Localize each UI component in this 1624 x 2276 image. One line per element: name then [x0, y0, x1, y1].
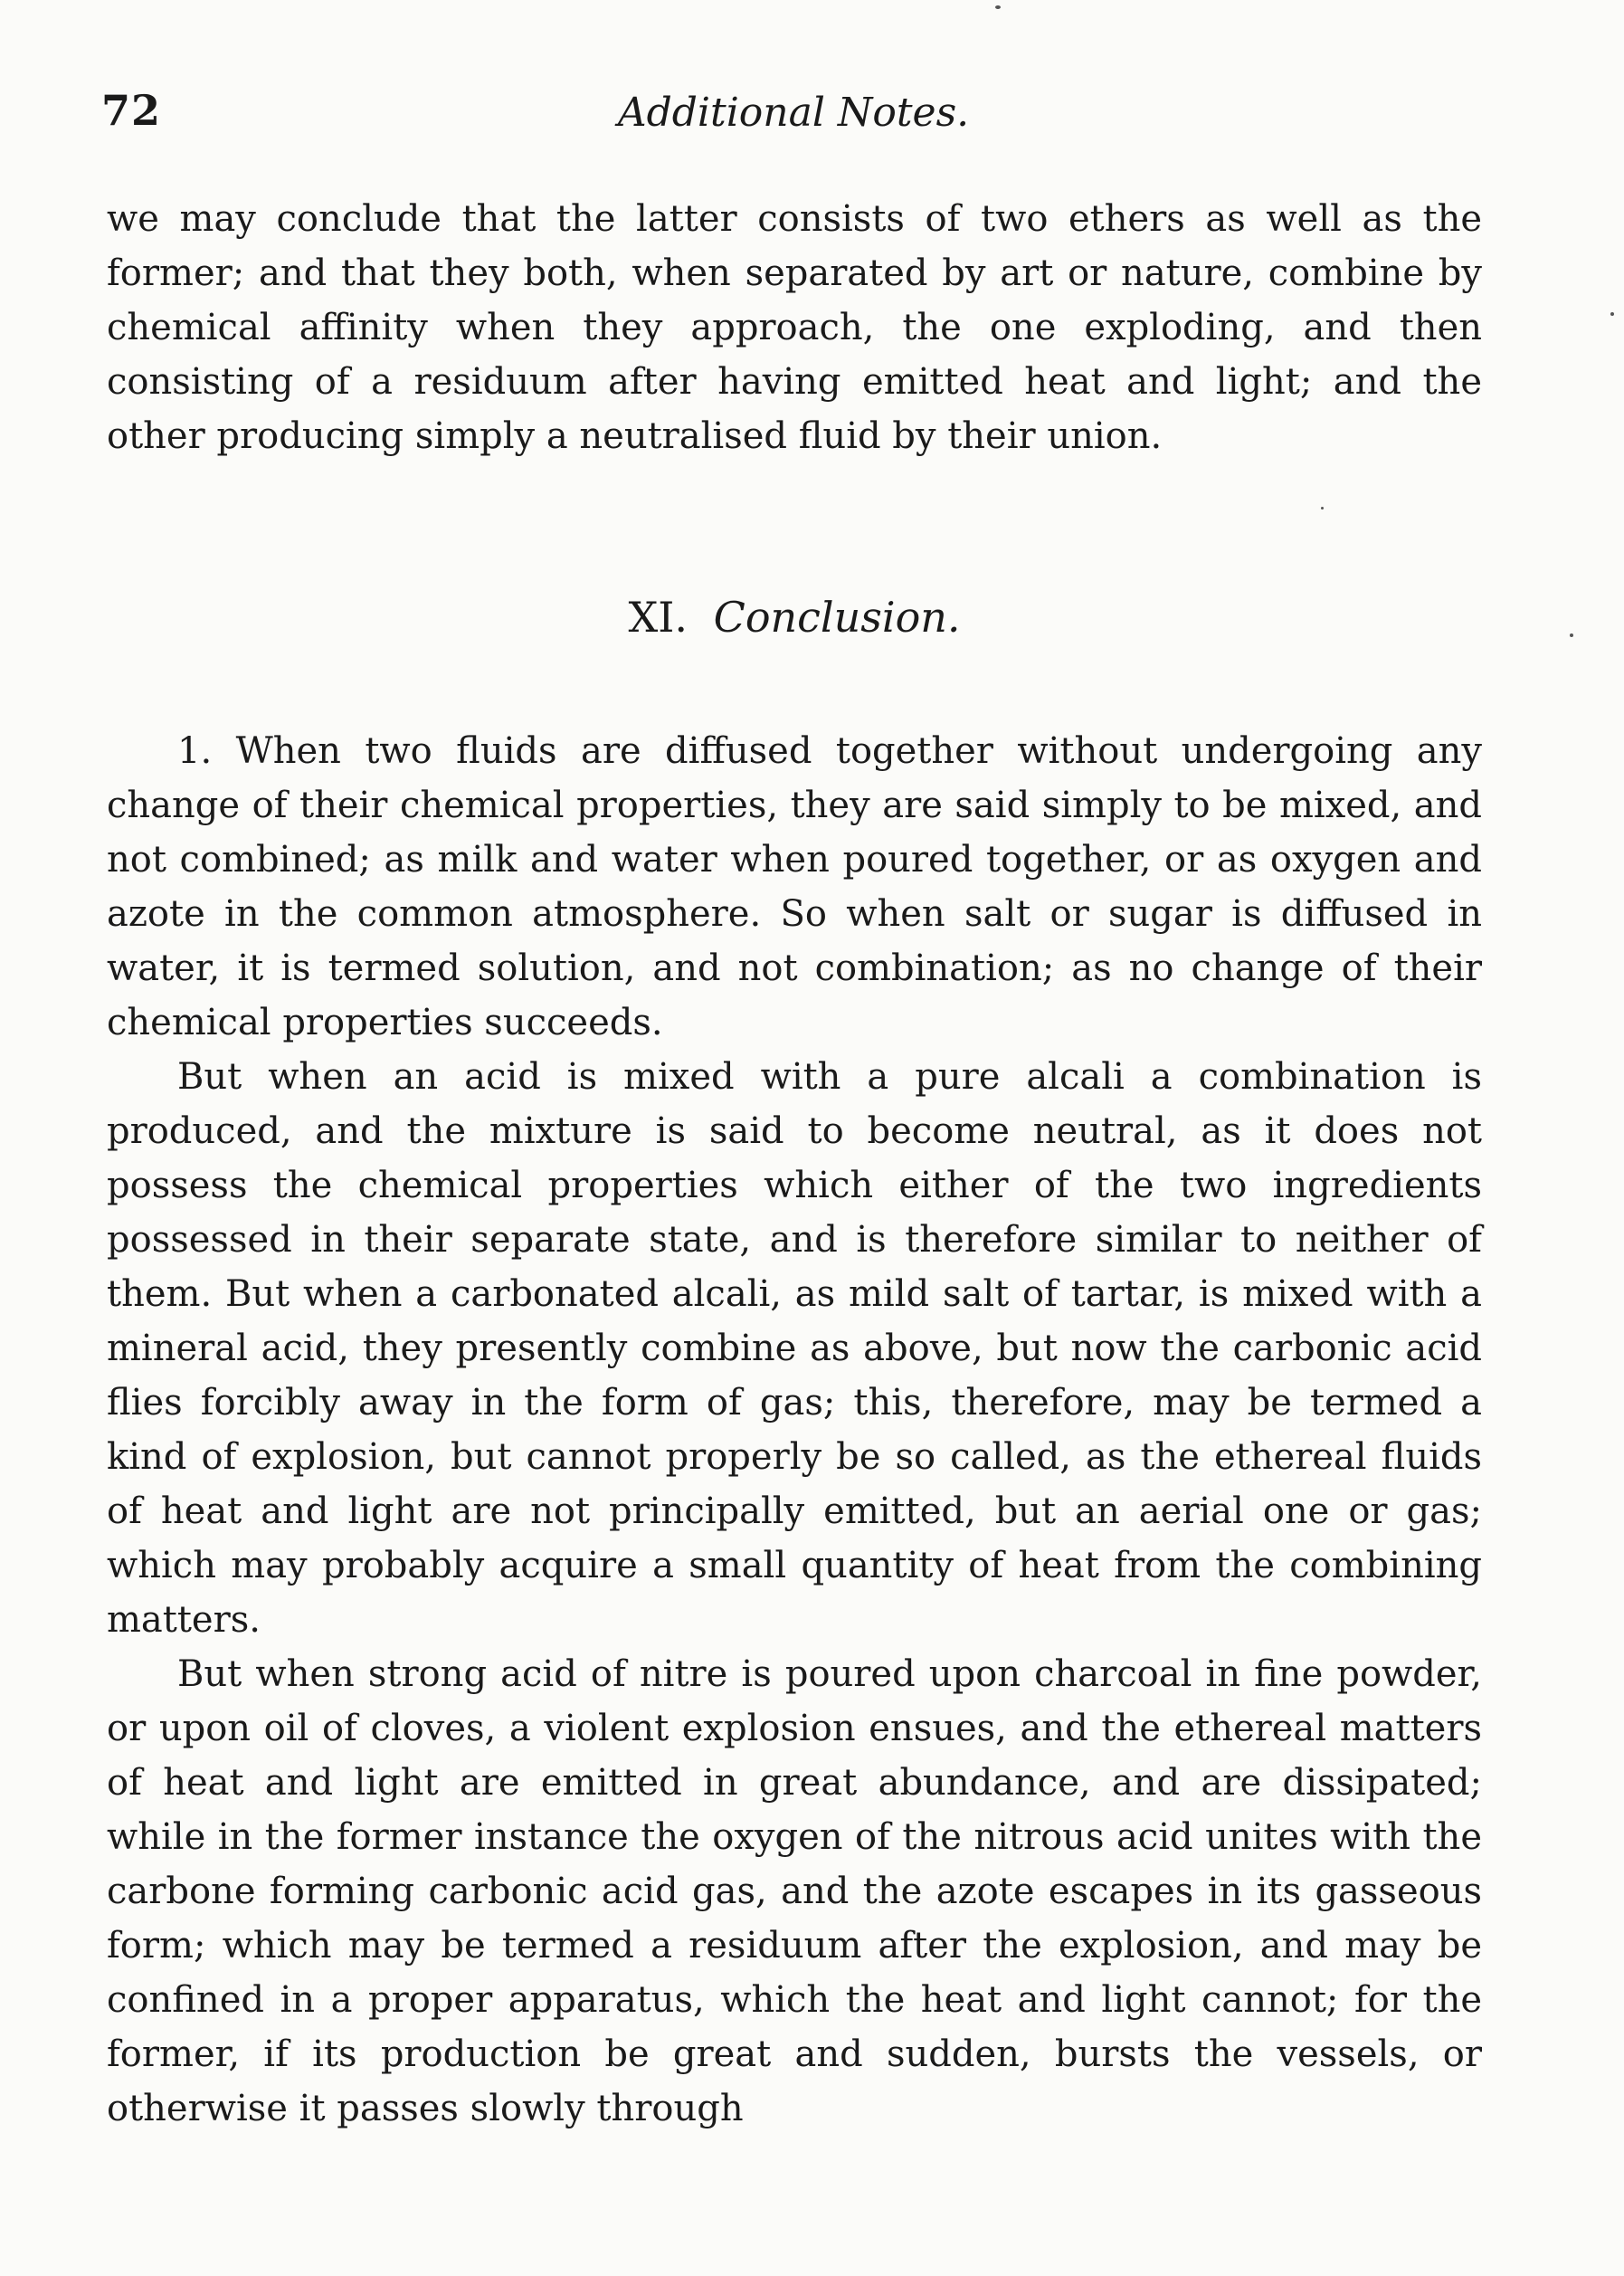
page-header — [101, 86, 1486, 149]
section-title: Conclusion. — [713, 593, 961, 642]
paragraph-1: 1. When two fluids are diffused together without undergoing any change of their chemical properties, they are said simply to be mixed, and not combined; as milk and water when poured together, or as oxygen and azote in the common atmosphere. So when salt or sugar is diffused in water, it is termed solution, and not combination; as no change of their chemical properties succeeds. — [107, 730, 1482, 1043]
continuation-paragraph — [107, 192, 1482, 463]
running-head: Additional Notes. — [617, 90, 970, 136]
scan-speck — [995, 5, 1001, 9]
section-heading — [107, 593, 1482, 642]
scan-speck — [1570, 633, 1573, 637]
page-number: 72 — [101, 86, 162, 135]
paragraph-text: we may conclude that the latter consists of two ethers as well as the former; and that they both, when separated by art or nature, combine by chemical affinity when they approach, the one exploding, and then consisting of a residuum after having emitted heat and light; and the other producing simply a neutralised fluid by their union. — [107, 198, 1482, 457]
scan-speck — [1321, 507, 1324, 509]
conclusion-body — [107, 724, 1482, 2136]
paragraph-3: But when strong acid of nitre is poured upon charcoal in fine powder, or upon oil of cloves, a violent explosion ensues, and the ethereal matters of heat and light are emitted in great abundance, and are dissipated; while in the former instance the oxygen of the nitrous acid unites with the carbone forming carbonic acid gas, and the azote escapes in its gasseous form; which may be termed a residuum after the explosion, and may be confined in a proper apparatus, which the heat and light cannot; for the former, if its production be great and sudden, bursts the vessels, or otherwise it passes slowly through — [107, 1653, 1482, 2129]
paragraph-2: But when an acid is mixed with a pure alcali a combination is produced, and the mixture is said to become neutral, as it does not possess the chemical properties which either of the two ingredients possessed in their separate state, and is therefore similar to neither of them. But when a carbonated alcali, as mild salt of tartar, is mixed with a mineral acid, they presently combine as above, but now the carbonic acid flies forcibly away in the form of gas; this, therefore, may be termed a kind of explosion, but cannot properly be so called, as the ethereal fluids of heat and light are not principally emitted, but an aerial one or gas; which may probably acquire a small quantity of heat from the combining matters. — [107, 1056, 1482, 1641]
scan-speck — [1610, 312, 1614, 316]
section-numeral: XI. — [628, 593, 689, 642]
